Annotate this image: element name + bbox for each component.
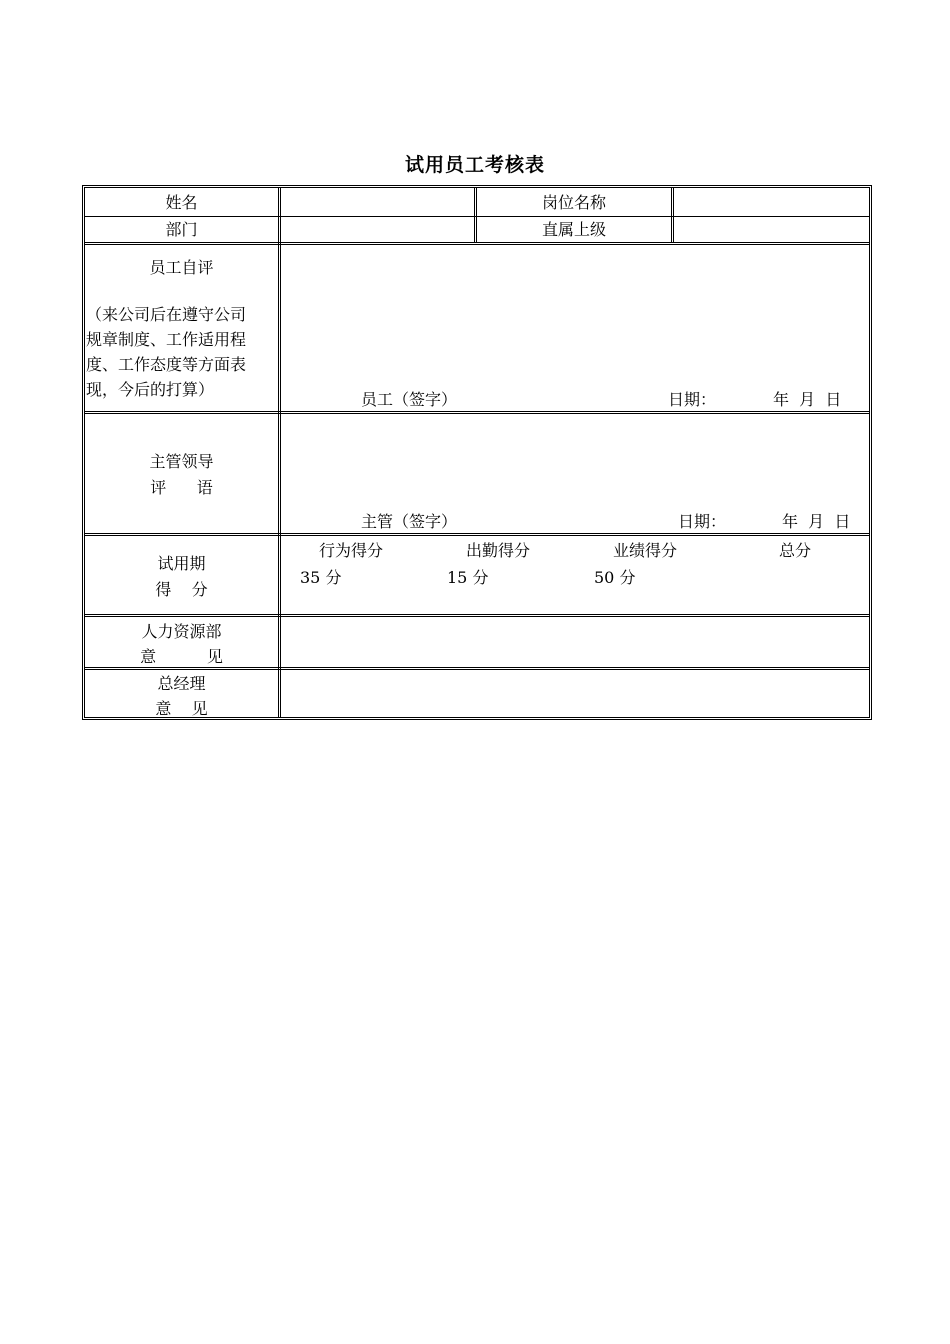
form-title: 试用员工考核表 [404,154,545,176]
hr-opinion-label-line2: 意 见 [140,647,223,666]
attendance-score-header: 出勤得分 [466,541,531,560]
department-field[interactable] [281,217,474,242]
gm-opinion-label: 总经理 [157,674,206,693]
row-divider [85,411,869,414]
row-divider [85,533,869,536]
row-divider [85,667,869,670]
probation-label: 试用期 [157,554,206,573]
self-eval-date-units: 年 月 日 [773,390,842,409]
superior-field[interactable] [674,217,869,242]
name-field[interactable] [281,188,474,216]
self-eval-note-line: 规章制度、工作适用程 [86,330,247,349]
performance-score-points: 50 分 [594,568,636,587]
gm-opinion-label-line2: 意 见 [155,699,208,718]
self-eval-note-line: 度、工作态度等方面表 [86,355,247,374]
behavior-score-points: 35 分 [300,568,342,587]
row-divider [85,614,869,617]
self-eval-note-line: （来公司后在遵守公司 [86,305,247,324]
position-label: 岗位名称 [541,193,606,212]
behavior-score-header: 行为得分 [319,541,384,560]
self-eval-area[interactable] [281,246,869,411]
supervisor-signature-label: 主管（签字） [361,512,458,531]
self-eval-label: 员工自评 [149,258,214,277]
supervisor-label: 主管领导 [149,452,214,471]
department-label: 部门 [165,220,198,239]
hr-opinion-area[interactable] [281,618,869,667]
superior-label: 直属上级 [541,220,606,239]
evaluation-form [82,185,872,720]
self-eval-note-line: 现，今后的打算） [86,380,215,399]
hr-opinion-label: 人力资源部 [141,622,222,641]
supervisor-date-label: 日期： [678,512,727,531]
position-field[interactable] [674,188,869,216]
probation-label-line2: 得 分 [155,580,208,599]
gm-opinion-area[interactable] [281,671,869,717]
supervisor-label-line2: 评 语 [150,478,213,497]
total-score-header: 总分 [779,541,812,560]
employee-signature-label: 员工（签字） [361,390,458,409]
self-eval-date-label: 日期： [668,390,717,409]
attendance-score-points: 15 分 [447,568,489,587]
performance-score-header: 业绩得分 [613,541,678,560]
row-divider [85,242,869,245]
supervisor-date-units: 年 月 日 [782,512,851,531]
name-label: 姓名 [165,193,198,212]
